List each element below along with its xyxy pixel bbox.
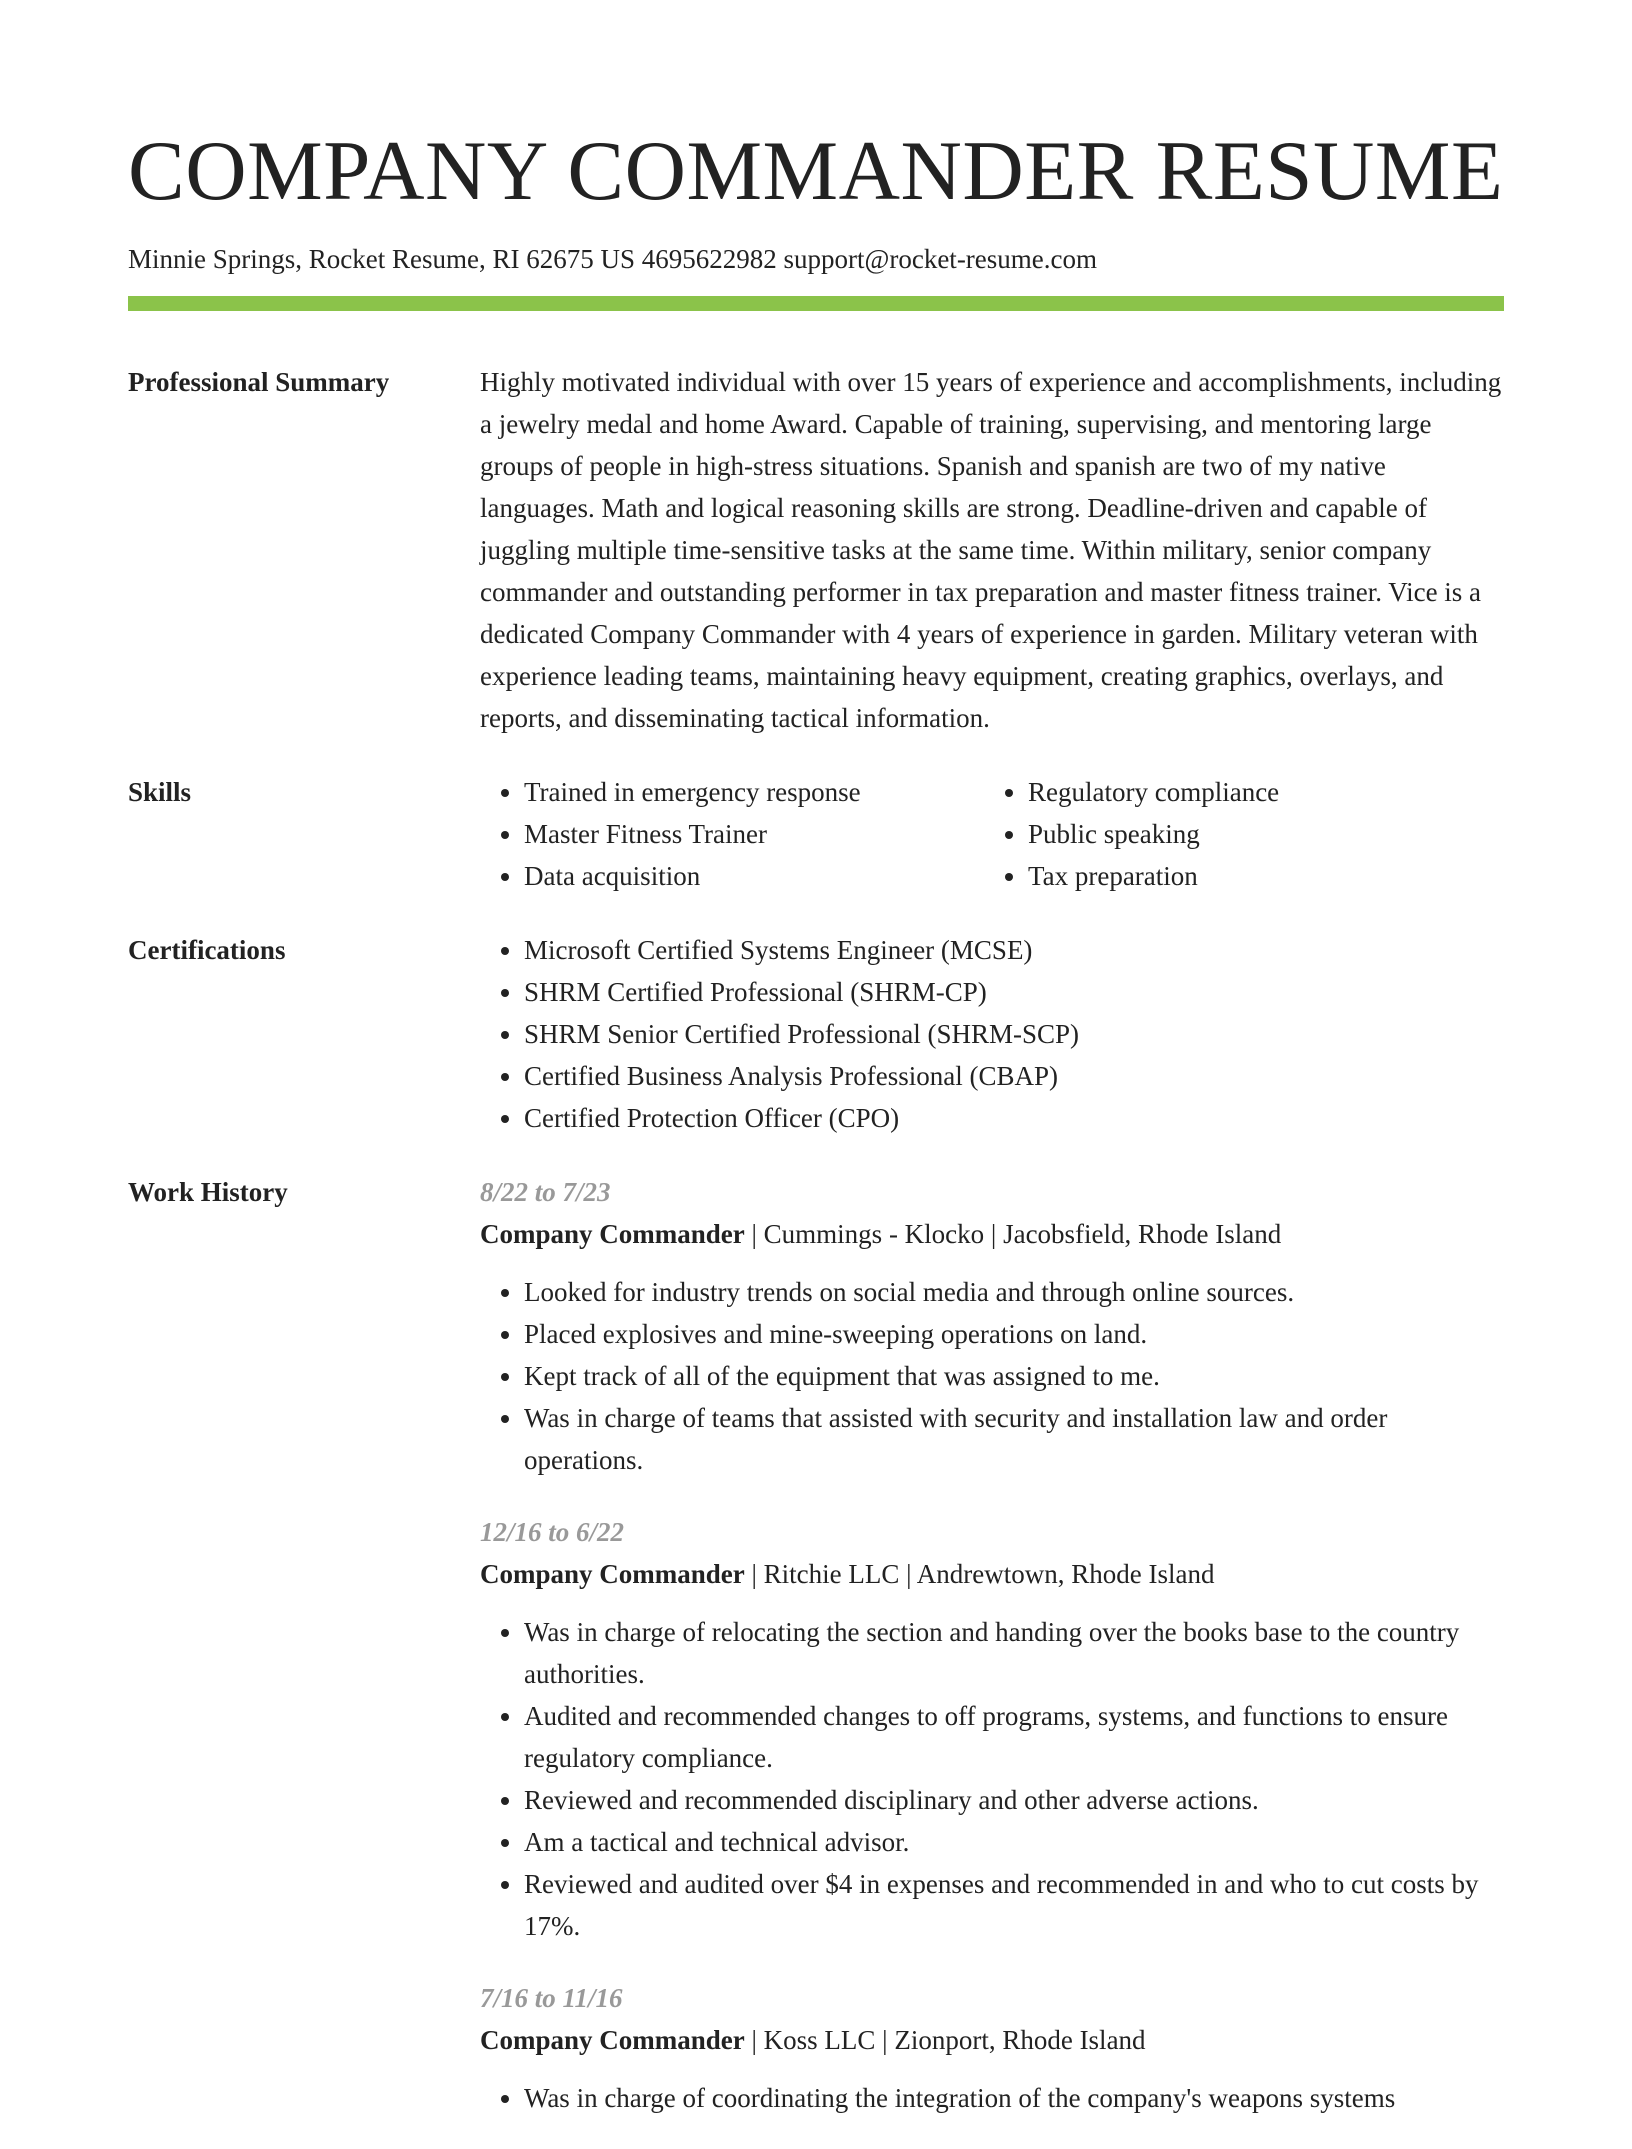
skill-item: • Regulatory compliance [1028,771,1508,813]
job-bullet: • Placed explosives and mine-sweeping operations on land. [524,1313,1504,1355]
job-bullet: • Was in charge of teams that assisted with security and installation law and order operations. [524,1397,1504,1481]
skill-item: • Public speaking [1028,813,1508,855]
job-bullet: • Reviewed and recommended disciplinary and other adverse actions. [524,1779,1504,1821]
job-header [480,1213,1504,1255]
job-bullets [480,1611,1504,1947]
certification-item: • Certified Business Analysis Professional (CBAP) [524,1055,1504,1097]
job-entry [480,1511,1504,1947]
section-title: Professional Summary [128,367,390,397]
section-title: Skills [128,777,192,807]
resume-page [128,0,1504,2149]
job-header [480,2019,1504,2061]
job-header [480,1553,1504,1595]
certifications-section [128,929,1504,1139]
resume-title: COMPANY COMMANDER RESUME [128,124,1504,218]
certification-item: • SHRM Certified Professional (SHRM-CP) [524,971,1504,1013]
summary-text: Highly motivated individual with over 15 years of experience and accomplishments, including a jewelry medal and home Award. Capable of training, supervising, and mentoring large groups of people in high-stress situations. Spanish and spanish are two of my native languages. Math and logical reasoning skills are strong. Deadline-driven and capable of juggling multiple time-sensitive tasks at the same time. Within military, senior company commander and outstanding performer in tax preparation and master fitness trainer. Vice is a dedicated Company Commander with 4 years of experience in garden. Military veteran with experience leading teams, maintaining heavy equipment, creating graphics, overlays, and reports, and disseminating tactical information. [480,367,1502,733]
certification-item: • Microsoft Certified Systems Engineer (MCSE) [524,929,1504,971]
job-bullet: • Looked for industry trends on social media and through online sources. [524,1271,1504,1313]
job-bullet: • Was in charge of relocating the section and handing over the books base to the country authorities. [524,1611,1504,1695]
job-bullet: • Audited and recommended changes to off programs, systems, and functions to ensure regulatory compliance. [524,1695,1504,1779]
job-bullets [480,2077,1504,2119]
certification-item: • SHRM Senior Certified Professional (SHRM-SCP) [524,1013,1504,1055]
job-title: Company Commander [480,2025,745,2055]
job-details: | Koss LLC | Zionport, Rhode Island [744,2025,1146,2055]
job-dates: 7/16 to 11/16 [480,1983,623,2013]
certifications-list [480,929,1504,1139]
job-details: | Ritchie LLC | Andrewtown, Rhode Island [744,1559,1215,1589]
skill-item: • Data acquisition [524,855,984,897]
section-title: Work History [128,1177,288,1207]
accent-divider [128,296,1504,311]
contact-line: Minnie Springs, Rocket Resume, RI 62675 US 4695622982 support@rocket-resume.com [128,244,1098,274]
professional-summary-section [128,361,1504,739]
job-bullet: • Reviewed and audited over $4 in expenses and recommended in and who to cut costs by 17%. [524,1863,1504,1947]
section-title: Certifications [128,935,286,965]
job-details: | Cummings - Klocko | Jacobsfield, Rhode Island [744,1219,1282,1249]
job-dates: 12/16 to 6/22 [480,1517,625,1547]
skills-list-left [480,771,984,897]
job-title: Company Commander [480,1559,745,1589]
job-title: Company Commander [480,1219,745,1249]
job-bullet: • Am a tactical and technical advisor. [524,1821,1504,1863]
job-bullet: • Kept track of all of the equipment that was assigned to me. [524,1355,1504,1397]
skill-item: • Trained in emergency response [524,771,984,813]
skill-item: • Tax preparation [1028,855,1508,897]
certification-item: • Certified Protection Officer (CPO) [524,1097,1504,1139]
job-entry [480,1171,1504,1481]
skills-list-right [984,771,1508,897]
skills-section [128,771,1504,897]
job-dates: 8/22 to 7/23 [480,1177,611,1207]
skill-item: • Master Fitness Trainer [524,813,984,855]
job-entry [480,1977,1504,2119]
work-history-section [128,1171,1504,2149]
job-bullets [480,1271,1504,1481]
job-bullet: • Was in charge of coordinating the integration of the company's weapons systems [524,2077,1504,2119]
